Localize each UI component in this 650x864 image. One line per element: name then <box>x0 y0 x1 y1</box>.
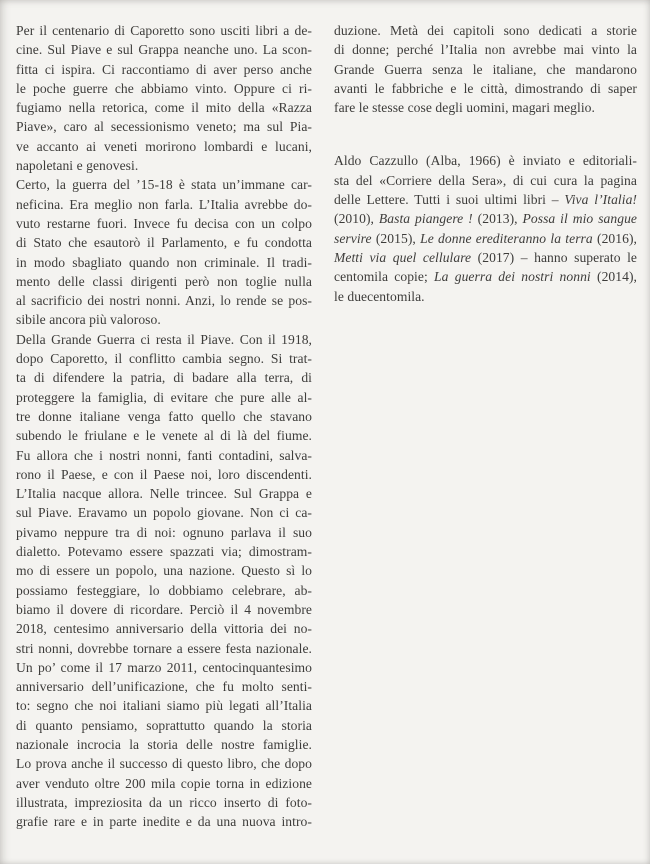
text-segment: L’Italia nacque allora. Nelle trincee. Sul Grappa e <box>16 486 312 502</box>
text-segment: biamo il dovere di ricordare. Perciò il 4 novembre <box>16 601 312 617</box>
text-segment: centomila copie; <box>334 269 435 285</box>
text-line <box>16 484 312 503</box>
text-segment: Piave», caro al secessionismo veneto; ma sul Pia- <box>16 119 312 135</box>
text-segment: 2018, centesimo anniversario della vittoria dei no- <box>16 621 312 637</box>
text-line <box>16 60 312 79</box>
text-line <box>334 248 637 267</box>
text-line <box>16 291 312 310</box>
italic-text-segment: servire <box>334 230 372 246</box>
text-segment: Per il centenario di Caporetto sono usciti libri a de- <box>16 23 312 38</box>
text-line <box>16 677 312 696</box>
paragraph <box>16 175 312 329</box>
text-line <box>16 175 312 194</box>
text-line <box>16 98 312 117</box>
text-segment: napoletani e genovesi. <box>16 158 139 174</box>
text-segment: mento delle classi dirigenti però non toglie nulla <box>16 273 312 289</box>
text-line <box>16 754 312 773</box>
italic-text-segment: La guerra dei nostri nonni <box>434 269 591 285</box>
text-segment: rono il Paese, e con il Paese noi, loro discendenti. <box>16 466 312 482</box>
text-segment: nazionale incrocia la storia delle nostre famiglie. <box>16 736 312 752</box>
text-segment: ve accanto ai veneti morirono lombardi e lucani, <box>16 138 312 154</box>
text-segment: sul Piave. Eravamo un popolo giovane. Non ci ca- <box>16 505 312 521</box>
text-line <box>334 171 637 190</box>
text-segment: dopo Caporetto, il conflitto cambia segno. Si trat- <box>16 351 312 367</box>
text-segment: le poche guerre che abbiamo vinto. Oppure ci ri- <box>16 80 312 96</box>
text-segment: Della Grande Guerra ci resta il Piave. Con il 1918, <box>16 331 312 347</box>
text-line <box>16 330 312 349</box>
text-line <box>334 151 637 170</box>
text-line <box>16 214 312 233</box>
italic-text-segment: Le donne erediteranno la terra <box>420 230 593 246</box>
text-segment: mo di essere un popolo, una nazione. Questo sì lo <box>16 563 312 579</box>
text-segment: cine. Sul Piave e sul Grappa neanche uno. La scon- <box>16 42 312 58</box>
text-line <box>16 156 312 175</box>
text-segment: di donne; perché l’Italia non avrebbe mai vinto la <box>334 42 637 58</box>
text-segment: (2015), <box>371 230 421 246</box>
text-segment: (2014), <box>590 269 637 285</box>
text-segment: possiamo festeggiare, lo dobbiamo celebrare, ab- <box>16 582 312 598</box>
text-segment: Lo prova anche il successo di questo libro, che dopo <box>16 756 312 772</box>
text-line <box>16 368 312 387</box>
text-segment: di quanto pensiamo, soprattutto quando la storia <box>16 717 312 733</box>
text-line <box>16 117 312 136</box>
italic-text-segment: Possa il mio sangue <box>522 211 638 227</box>
text-segment: to: segno che noi italiani siamo più legati all’Italia <box>16 698 312 714</box>
text-line <box>16 426 312 445</box>
text-column-right <box>334 21 637 306</box>
text-segment: Aldo Cazzullo (Alba, 1966) è inviato e editoriali- <box>334 153 637 169</box>
text-line <box>16 388 312 407</box>
text-line <box>16 581 312 600</box>
text-line <box>16 523 312 542</box>
text-segment: Certo, la guerra del ’15-18 è stata un’immane car- <box>16 177 312 193</box>
italic-text-segment: Viva l’Italia! <box>564 192 638 208</box>
text-line <box>16 735 312 754</box>
text-segment: dialetto. Potevamo essere spazzati via; dimostram- <box>16 544 312 560</box>
text-segment: in modo sbagliato quando non criminale. Il tradi- <box>16 254 312 270</box>
text-line <box>334 98 637 117</box>
text-line <box>16 253 312 272</box>
text-segment: neficina. Era meglio non farla. L’Italia avrebbe do- <box>16 196 312 212</box>
text-segment: vuto restarne fuori. Invece fu decisa con un colpo <box>16 215 312 231</box>
text-segment: stri nonni, dovrebbe tornare a essere festa nazionale. <box>16 640 312 656</box>
text-line <box>334 190 637 209</box>
text-segment: anniversario dell’unificazione, che fu molto senti- <box>16 679 312 695</box>
text-segment: Grande Guerra senza le italiane, che mandarono <box>334 61 637 77</box>
text-line <box>334 60 637 79</box>
text-line <box>334 267 637 286</box>
text-line <box>16 407 312 426</box>
text-segment: (2017) – hanno superato le <box>471 249 637 265</box>
text-line <box>334 209 637 228</box>
italic-text-segment: Metti via quel cellulare <box>334 249 472 265</box>
text-line <box>16 195 312 214</box>
text-segment: fare le stesse cose degli uomini, magari meglio. <box>334 100 595 116</box>
text-segment: (2010), <box>334 211 379 227</box>
text-segment: sta del «Corriere della Sera», di cui cura la pagina <box>334 172 637 188</box>
text-line <box>16 310 312 329</box>
text-line <box>16 465 312 484</box>
text-line <box>16 446 312 465</box>
text-segment: sibile ancora più valoroso. <box>16 312 161 328</box>
text-segment: delle Lettere. Tutti i suoi ultimi libri – <box>334 192 565 208</box>
text-segment: duzione. Metà dei capitoli sono dedicati a storie <box>334 23 637 38</box>
text-line <box>16 542 312 561</box>
text-segment: fitta ci ispira. Ci raccontiamo di aver perso anche <box>16 61 312 77</box>
text-line <box>16 137 312 156</box>
text-line <box>16 639 312 658</box>
text-segment: di Stato che esautorò il Parlamento, e fu condotta <box>16 235 312 251</box>
text-segment: Un po’ come il 17 marzo 2011, centocinquantesimo <box>16 659 312 675</box>
text-line <box>16 503 312 522</box>
paragraph <box>16 21 312 175</box>
text-segment: aver venduto oltre 200 mila copie torna in edizione <box>16 775 312 791</box>
text-segment: grafie rare e in parte inedite e da una nuova intro- <box>16 814 312 830</box>
text-line <box>334 79 637 98</box>
paragraph <box>334 151 637 305</box>
text-segment: fugiamo nella retorica, come il mito della «Razza <box>16 100 312 116</box>
text-column-left <box>16 21 312 831</box>
paragraph <box>334 21 637 117</box>
text-line <box>16 600 312 619</box>
text-line <box>16 716 312 735</box>
text-line <box>16 812 312 831</box>
text-segment: avanti le fabbriche e le città, dimostrando di saper <box>334 80 637 96</box>
text-segment: pivamo neppure tra di noi: ognuno parlava il suo <box>16 524 312 540</box>
text-line <box>16 233 312 252</box>
paragraph <box>16 330 312 832</box>
text-line <box>16 774 312 793</box>
text-segment: (2016), <box>592 230 637 246</box>
text-line <box>334 21 637 40</box>
text-line <box>16 696 312 715</box>
text-line <box>334 229 637 248</box>
text-segment: Fu allora che i nostri nonni, fanti contadini, salva- <box>16 447 312 463</box>
text-line <box>334 287 637 306</box>
text-segment: (2013), <box>472 211 523 227</box>
text-line <box>16 561 312 580</box>
text-line <box>16 21 312 40</box>
text-line <box>16 40 312 59</box>
text-segment: tre donne italiane venga fatto quello che stavano <box>16 408 312 424</box>
text-line <box>16 658 312 677</box>
text-line <box>16 793 312 812</box>
text-line <box>16 349 312 368</box>
text-segment: illustrata, impreziosita da un ricco inserto di foto- <box>16 794 312 810</box>
text-segment: le duecentomila. <box>334 288 425 304</box>
text-segment: proteggere la famiglia, di evitare che pure alle al- <box>16 389 312 405</box>
text-line <box>16 79 312 98</box>
text-line <box>334 40 637 59</box>
text-segment: al sacrificio dei nostri nonni. Anzi, lo rende se pos- <box>16 293 312 309</box>
text-line <box>16 272 312 291</box>
italic-text-segment: Basta piangere ! <box>378 211 473 227</box>
text-segment: subendo le friulane e le venete al di là del fiume. <box>16 428 312 444</box>
text-segment: ta di difendere la patria, di badare alla terra, di <box>16 370 312 386</box>
text-line <box>16 619 312 638</box>
